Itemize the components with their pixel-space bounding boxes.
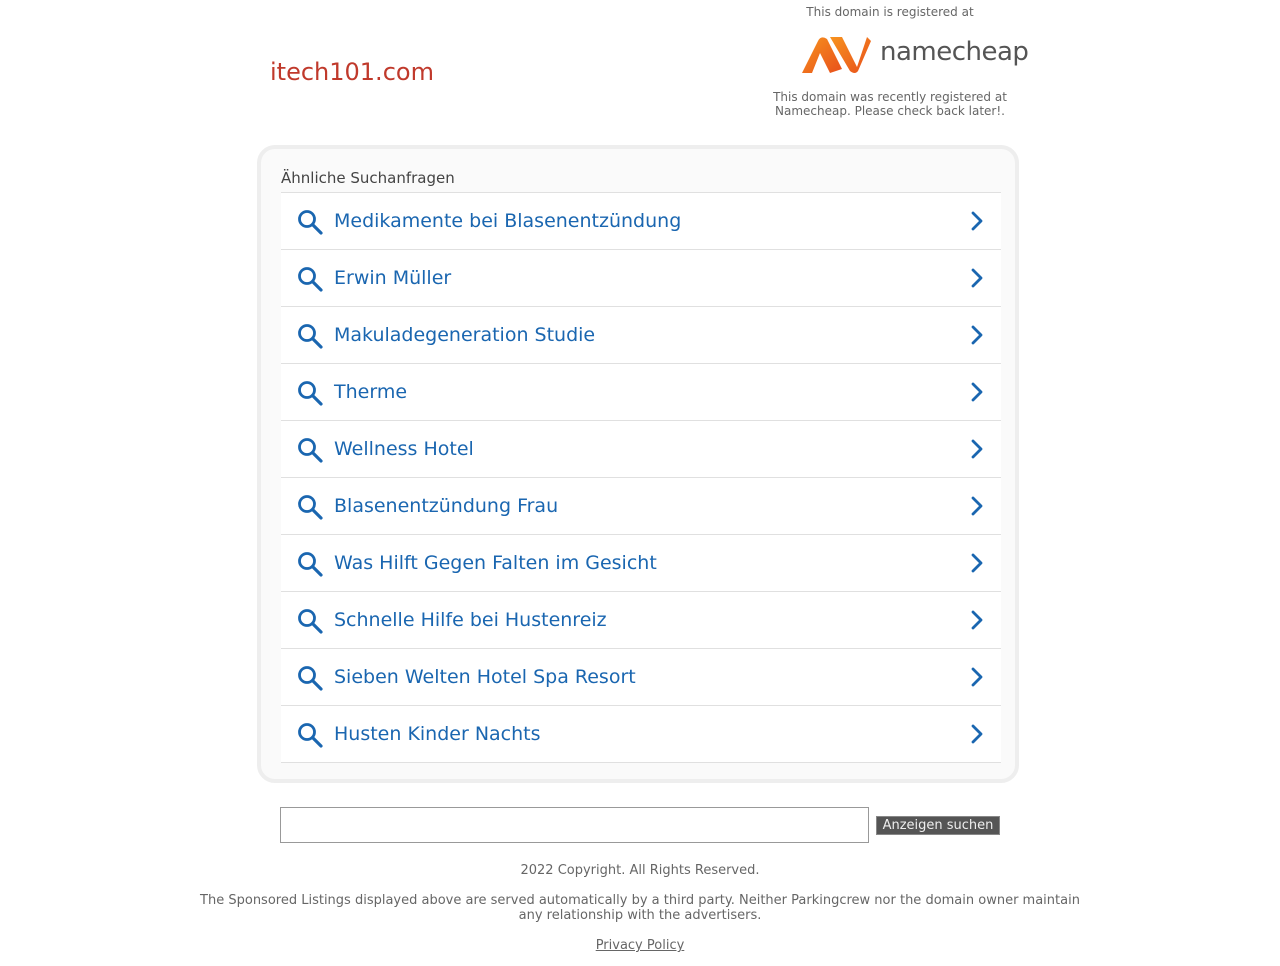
search-ads-button[interactable]: Anzeigen suchen [876, 816, 1000, 835]
related-search-item[interactable] [281, 706, 1001, 763]
related-search-label: Husten Kinder Nachts [334, 723, 541, 745]
chevron-right-icon [969, 495, 985, 517]
namecheap-logo[interactable] [780, 31, 1029, 79]
related-search-item[interactable] [281, 592, 1001, 649]
namecheap-wordmark: namecheap [880, 37, 1029, 67]
related-search-item[interactable] [281, 478, 1001, 535]
related-search-label: Wellness Hotel [334, 438, 474, 460]
namecheap-logo-icon [800, 35, 872, 75]
disclaimer: The Sponsored Listings displayed above are served automatically by a third party. Neither Parkingcrew nor the domain owner maintain any relationship with the advertisers. [200, 893, 1080, 923]
chevron-right-icon [969, 210, 985, 232]
registrar-note-line1: This domain was recently registered at [773, 90, 1007, 104]
related-search-item[interactable] [281, 364, 1001, 421]
chevron-right-icon [969, 324, 985, 346]
copyright: 2022 Copyright. All Rights Reserved. [520, 863, 760, 878]
related-searches-list [281, 192, 1001, 763]
related-search-label: Schnelle Hilfe bei Hustenreiz [334, 609, 607, 631]
domain-name: itech101.com [270, 58, 434, 86]
registrar-note [760, 90, 1020, 118]
related-search-item[interactable] [281, 307, 1001, 364]
related-search-item[interactable] [281, 535, 1001, 592]
related-search-label: Makuladegeneration Studie [334, 324, 596, 346]
chevron-right-icon [969, 267, 985, 289]
search-icon [297, 266, 323, 292]
related-search-item[interactable] [281, 421, 1001, 478]
related-search-label: Therme [334, 381, 408, 403]
registered-at-label: This domain is registered at [806, 5, 974, 19]
registrar-note-line2: Namecheap. Please check back later!. [775, 104, 1005, 118]
related-search-label: Was Hilft Gegen Falten im Gesicht [334, 552, 657, 574]
search-icon [297, 665, 323, 691]
related-search-label: Blasenentzündung Frau [334, 495, 559, 517]
chevron-right-icon [969, 723, 985, 745]
related-search-label: Medikamente bei Blasenentzündung [334, 210, 682, 232]
related-search-item[interactable] [281, 193, 1001, 250]
related-search-label: Sieben Welten Hotel Spa Resort [334, 666, 636, 688]
search-icon [297, 494, 323, 520]
search-icon [297, 722, 323, 748]
chevron-right-icon [969, 552, 985, 574]
chevron-right-icon [969, 438, 985, 460]
search-icon [297, 608, 323, 634]
search-icon [297, 437, 323, 463]
search-icon [297, 209, 323, 235]
related-search-item[interactable] [281, 649, 1001, 706]
chevron-right-icon [969, 666, 985, 688]
chevron-right-icon [969, 381, 985, 403]
search-icon [297, 380, 323, 406]
search-icon [297, 323, 323, 349]
registrar-box [760, 0, 1029, 118]
related-search-label: Erwin Müller [334, 267, 452, 289]
related-search-item[interactable] [281, 250, 1001, 307]
chevron-right-icon [969, 609, 985, 631]
privacy-policy-link[interactable]: Privacy Policy [595, 938, 685, 953]
search-icon [297, 551, 323, 577]
search-input[interactable] [280, 807, 869, 843]
related-searches-title: Ähnliche Suchanfragen [281, 169, 455, 187]
related-searches-panel [257, 145, 1019, 783]
